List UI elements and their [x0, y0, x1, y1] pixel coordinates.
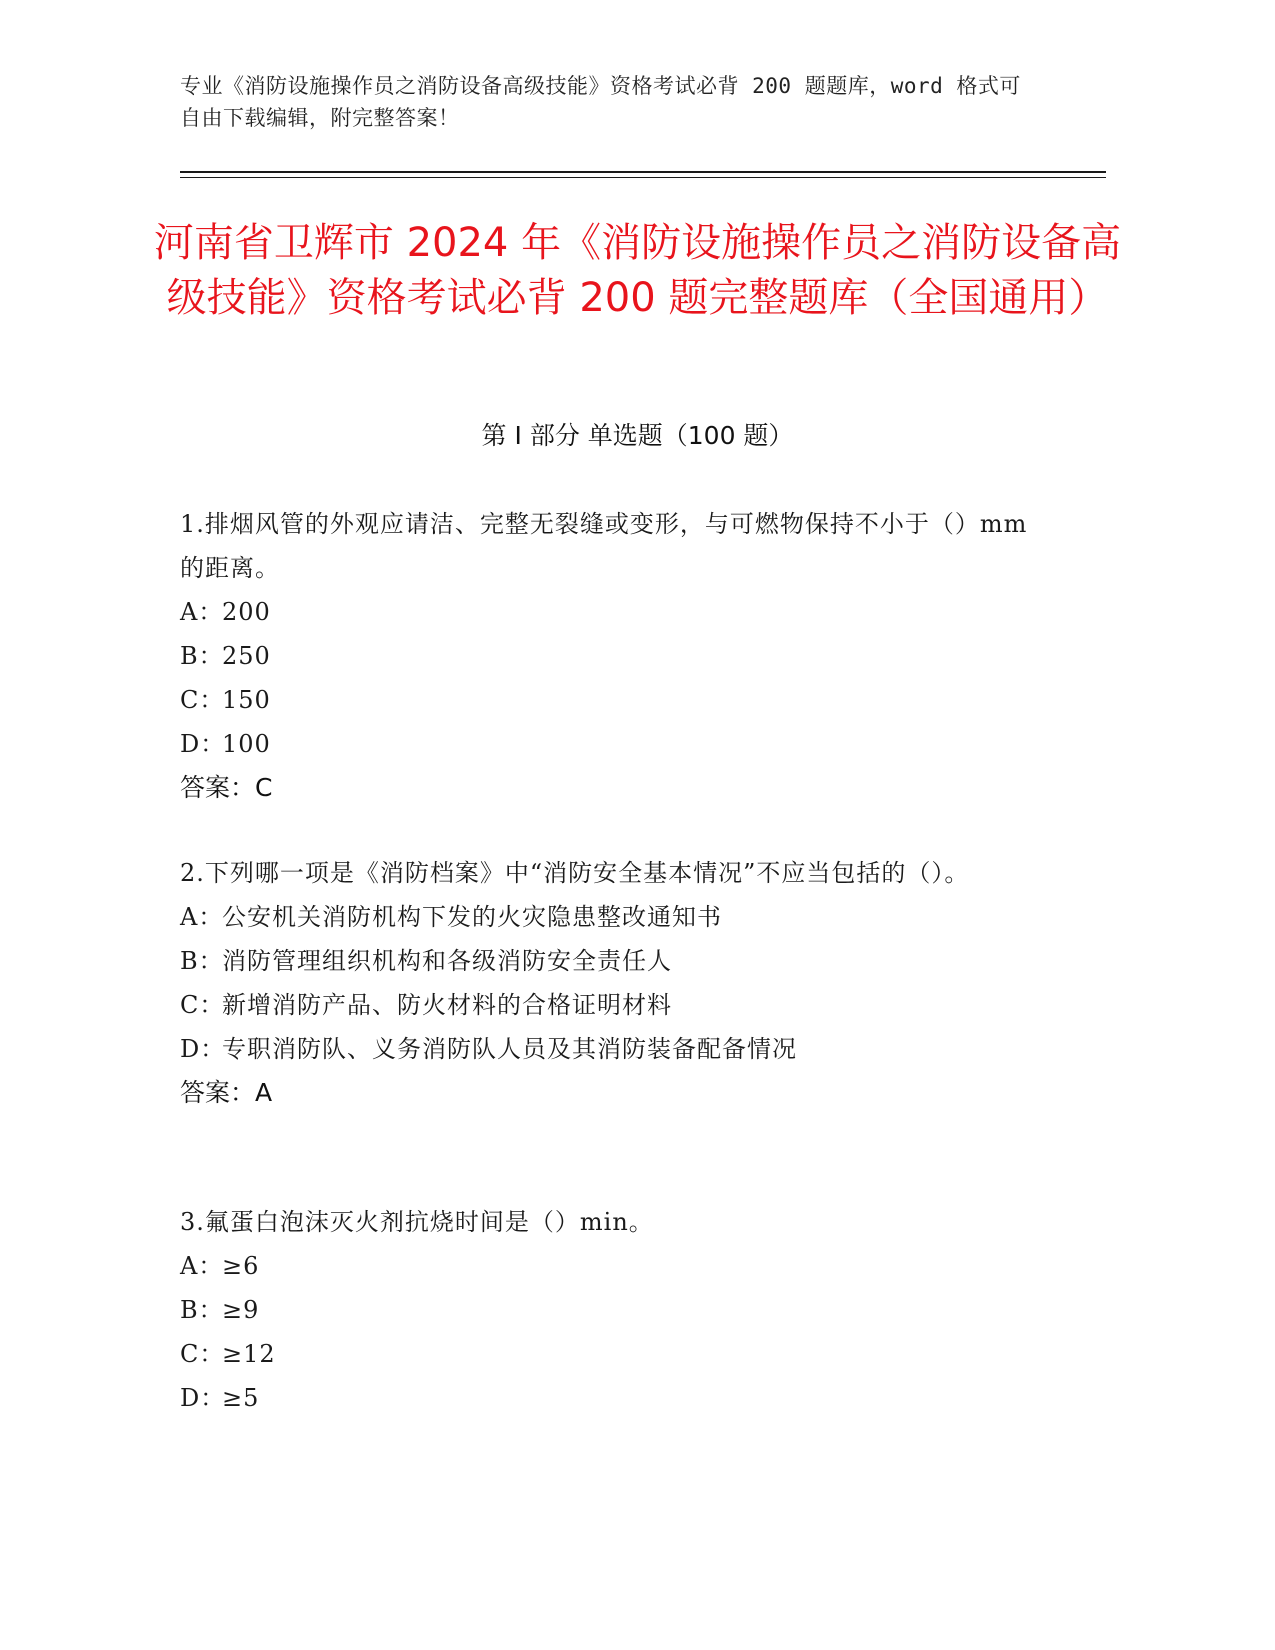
option-key: A： — [180, 903, 224, 931]
option-key: C： — [180, 686, 225, 714]
option-key: D： — [180, 1035, 226, 1063]
option-text: 100 — [222, 730, 271, 758]
option-text: 消防管理组织机构和各级消防安全责任人 — [222, 947, 672, 975]
header-divider-thin — [180, 177, 1106, 178]
header-divider-thick — [180, 171, 1106, 173]
option-key: D： — [180, 730, 226, 758]
question-stem: 3.氟蛋白泡沫灭火剂抗烧时间是（）min。 — [180, 1208, 654, 1236]
option-a — [180, 590, 1040, 634]
question-stem: 2.下列哪一项是《消防档案》中“消防安全基本情况”不应当包括的（）。 — [180, 859, 970, 887]
option-key: C： — [180, 991, 225, 1019]
option-a — [180, 895, 1040, 939]
option-key: B： — [180, 1296, 224, 1324]
option-text: ≥5 — [222, 1384, 260, 1412]
option-key: A： — [180, 598, 224, 626]
answer-line: 答案：A — [180, 1078, 273, 1107]
question-3 — [180, 1200, 1040, 1420]
option-c — [180, 1332, 1040, 1376]
option-d — [180, 1376, 1040, 1420]
option-c — [180, 678, 1040, 722]
question-2 — [180, 851, 1040, 1115]
document-title: 河南省卫辉市 2024 年《消防设施操作员之消防设备高级技能》资格考试必背 200 题完整题库（全国通用） — [153, 220, 1122, 321]
option-key: B： — [180, 947, 224, 975]
option-d — [180, 722, 1040, 766]
option-text: 250 — [222, 642, 271, 670]
option-text: ≥6 — [222, 1252, 260, 1280]
section-title: 第 I 部分 单选题（100 题） — [481, 421, 794, 450]
option-a — [180, 1244, 1040, 1288]
option-d — [180, 1027, 1040, 1071]
header-note: 专业《消防设施操作员之消防设备高级技能》资格考试必背 200 题题库，word 格式可自由下载编辑，附完整答案！ — [180, 74, 1021, 130]
option-b — [180, 634, 1040, 678]
option-key: D： — [180, 1384, 226, 1412]
option-text: 200 — [222, 598, 271, 626]
option-key: B： — [180, 642, 224, 670]
option-b — [180, 1288, 1040, 1332]
option-text: 150 — [222, 686, 271, 714]
option-key: C： — [180, 1340, 225, 1368]
option-text: 专职消防队、义务消防队人员及其消防装备配备情况 — [222, 1035, 797, 1063]
option-text: 公安机关消防机构下发的火灾隐患整改通知书 — [222, 903, 722, 931]
option-b — [180, 939, 1040, 983]
option-text: 新增消防产品、防火材料的合格证明材料 — [222, 991, 672, 1019]
answer-line: 答案：C — [180, 773, 273, 802]
question-stem: 1.排烟风管的外观应请洁、完整无裂缝或变形，与可燃物保持不小于（）mm 的距离。 — [180, 510, 1028, 582]
question-1 — [180, 502, 1040, 810]
option-text: ≥9 — [222, 1296, 260, 1324]
option-key: A： — [180, 1252, 224, 1280]
option-text: ≥12 — [222, 1340, 276, 1368]
option-c — [180, 983, 1040, 1027]
